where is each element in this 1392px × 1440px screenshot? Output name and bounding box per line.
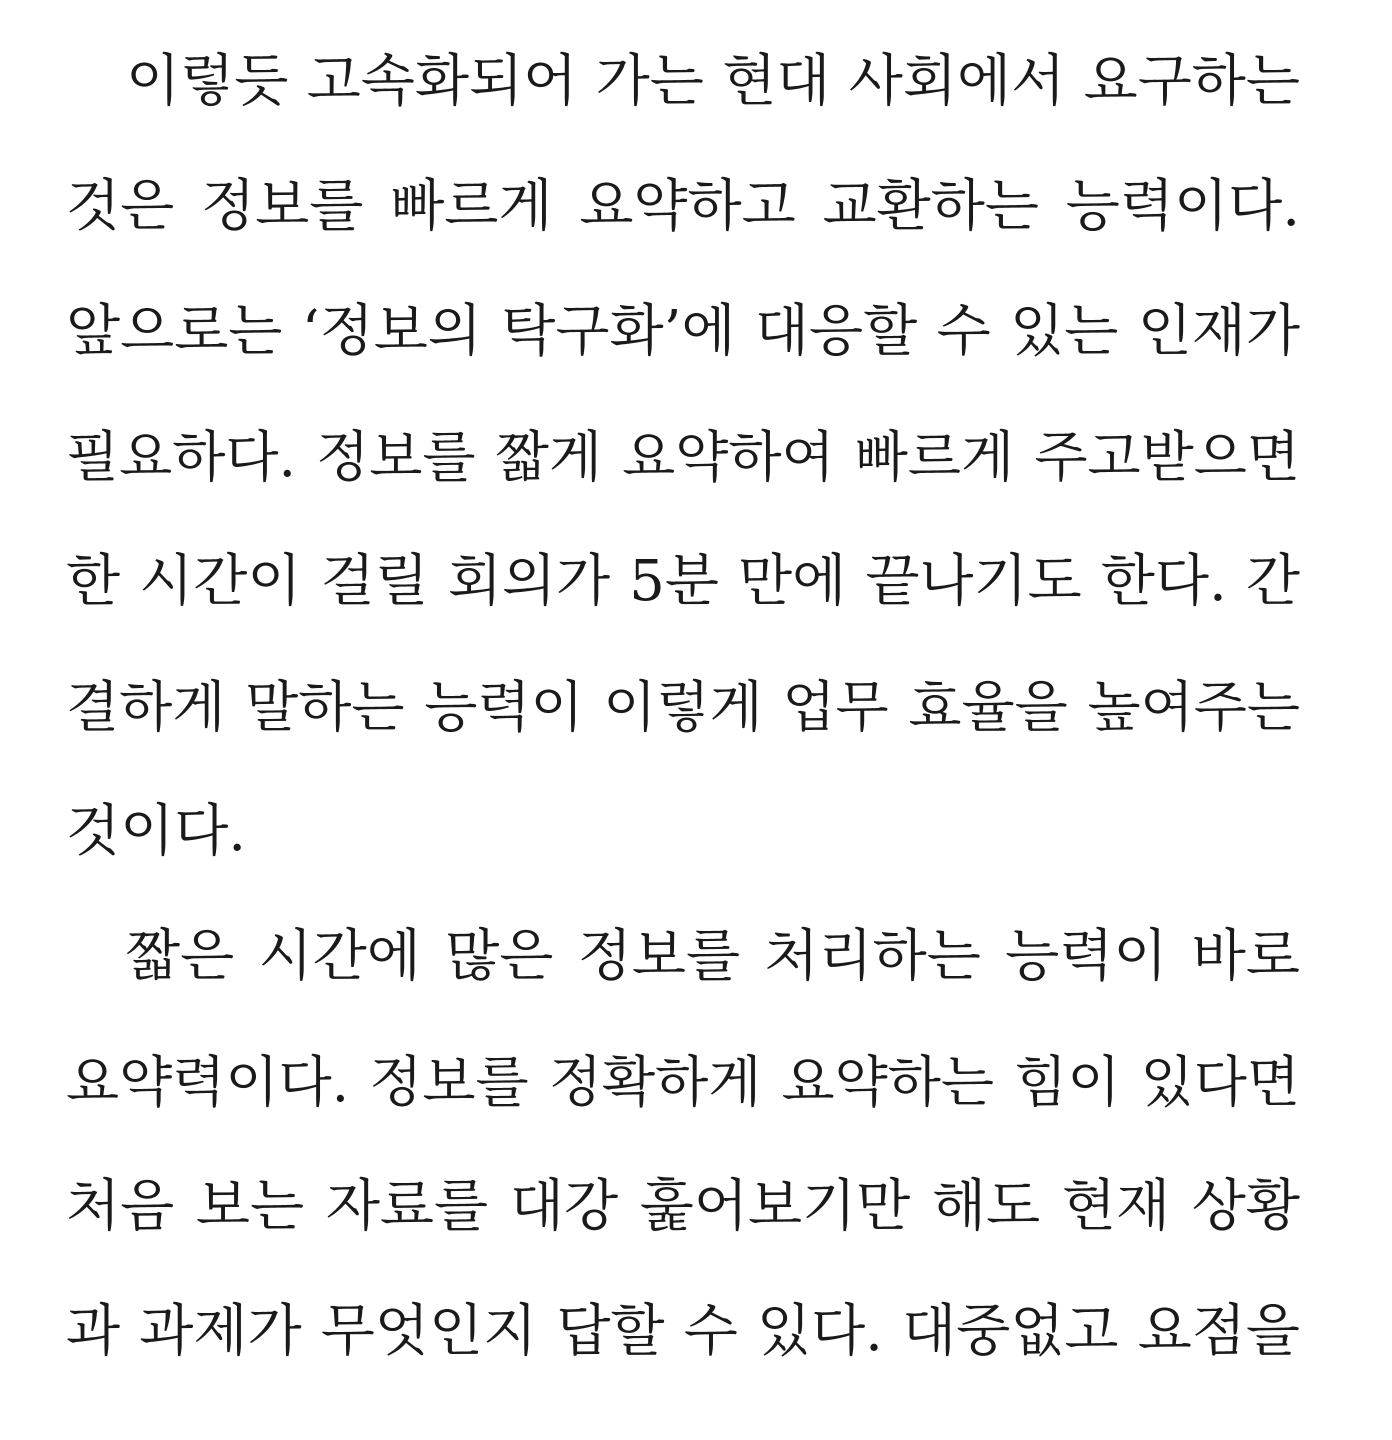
paragraph-2-line-4: 과 과제가 무엇인지 답할 수 있다. 대중없고 요점을 [66,1299,1300,1364]
paragraph-1-line-4: 필요하다. 정보를 짧게 요약하여 빠르게 주고받으면 [66,425,1300,489]
paragraph-1-line-5: 한 시간이 걸릴 회의가 5분 만에 끝나기도 한다. 간 [66,549,1300,614]
paragraph-1-line-7: 것이다. [66,799,247,864]
paragraph-2-line-2: 요약력이다. 정보를 정확하게 요약하는 힘이 있다면 [66,1050,1300,1114]
paragraph-1-line-6: 결하게 말하는 능력이 이렇게 업무 효율을 높여주는 [66,675,1300,739]
paragraph-2-line-1: 짧은 시간에 많은 정보를 처리하는 능력이 바로 [126,924,1300,989]
paragraph-2-line-3: 처음 보는 자료를 대강 훑어보기만 해도 현재 상황 [66,1174,1300,1239]
paragraph-1-line-1: 이렇듯 고속화되어 가는 현대 사회에서 요구하는 [126,49,1300,114]
paragraph-1-line-2: 것은 정보를 빠르게 요약하고 교환하는 능력이다. [66,174,1300,239]
paragraph-1-line-3: 앞으로는 ‘정보의 탁구화’에 대응할 수 있는 인재가 [66,299,1300,364]
